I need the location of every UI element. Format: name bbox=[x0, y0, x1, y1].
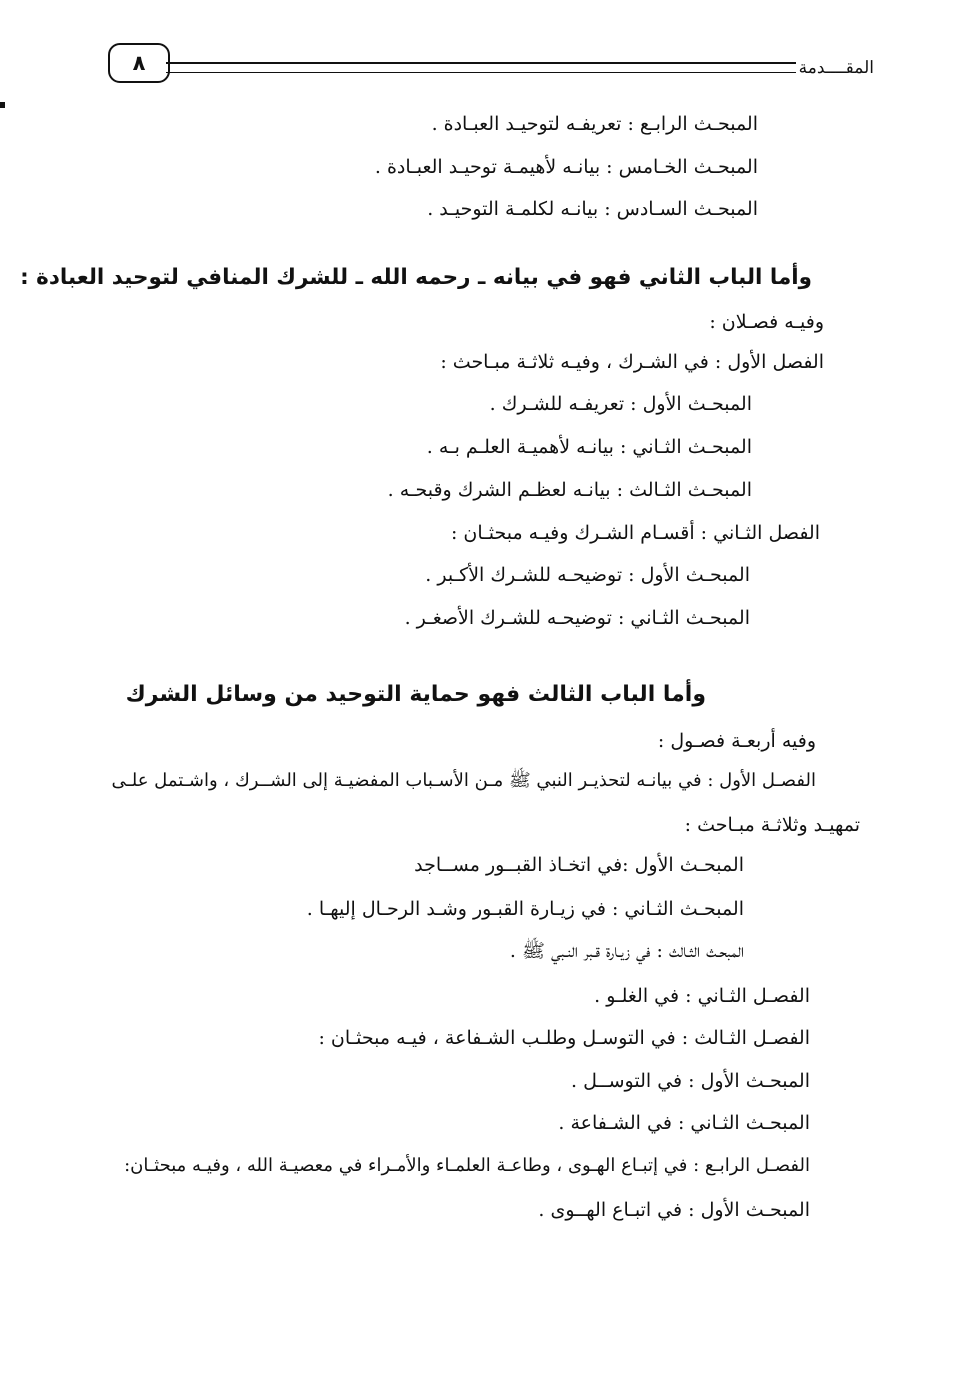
text-line-11: المبحـث الأول : توضيحـه للشـرك الأكـبر . bbox=[425, 564, 750, 586]
text-line-18: المبحـث الثـاني : في زيـارة القبـور وشـد الرحـال إليهـا . bbox=[306, 898, 744, 920]
header-rule-thick bbox=[166, 62, 796, 64]
header-rule-thin bbox=[166, 72, 796, 73]
text-line-12: المبحـث الثـاني : توضيحـه للشـرك الأصغـر . bbox=[404, 607, 750, 629]
text-line-22: المبحـث الأول : في التوســل . bbox=[571, 1070, 810, 1092]
section-heading-chapter-2: وأما الباب الثاني فهو في بيانه ـ رحمه الله ـ للشرك المنافي لتوحيد العبادة : bbox=[20, 265, 812, 290]
text-line-9: المبحـث الثـالث : بيانـه لعظـم الشرك وقبحـه . bbox=[387, 479, 752, 501]
text-line-8: المبحـث الثـاني : بيانـه لأهميـة العلـم بـه . bbox=[426, 436, 752, 458]
text-line-10: الفصل الثـاني : أقسـام الشـرك وفيـه مبحثـان : bbox=[450, 522, 820, 544]
text-line-2: المبحـث الخـامس : بيانـه لأهيمـة توحيـد العبـادة . bbox=[374, 156, 758, 178]
text-line-19: المبحـث الثـالث : في زيـارة قـبر النـبي ﷺ . bbox=[509, 940, 744, 962]
text-line-24: الفصـل الرابـع : في إتبـاع الهـوى ، وطاعـة العلمـاء والأمـراء في معصيـة الله ، وفيـه مبحثـان: bbox=[124, 1155, 810, 1176]
text-line-6: الفصل الأول : في الشـرك ، وفيـه ثلاثـة مبـاحث : bbox=[440, 351, 824, 373]
text-line-5: وفيـه فصـلان : bbox=[709, 311, 824, 333]
text-line-1: المبحـث الرابـع : تعريفـه لتوحيـد العبـادة . bbox=[431, 113, 758, 135]
page-header bbox=[0, 0, 960, 110]
margin-mark bbox=[0, 102, 5, 108]
text-line-15: الفصـل الأول : في بيانـه لتحذيـر النبي ﷺ مـن الأسـباب المفضيـة إلى الشــرك ، واشـتمل علـى bbox=[111, 770, 816, 791]
text-line-16: تمهيـد وثلاثـة مبـاحث : bbox=[684, 814, 860, 836]
text-line-17: المبحـث الأول :في اتخـاذ القبــور مســاجد bbox=[414, 854, 744, 876]
section-heading-chapter-3: وأما الباب الثالث فهو حماية التوحيد من وسائل الشرك bbox=[125, 682, 706, 707]
page-number: ٨ bbox=[108, 43, 170, 83]
running-head: المقــــدمة bbox=[798, 58, 874, 78]
text-line-20: الفصـل الثـاني : في الغلـو . bbox=[594, 985, 810, 1007]
text-line-7: المبحـث الأول : تعريفـه للشـرك . bbox=[489, 393, 752, 415]
text-line-23: المبحـث الثـاني : في الشـفاعة . bbox=[558, 1112, 810, 1134]
text-line-3: المبحـث السـادس : بيانـه لكلمـة التوحيـد . bbox=[427, 198, 758, 220]
text-line-14: وفيه أربعـة فصـول : bbox=[657, 730, 816, 752]
text-line-25: المبحـث الأول : في اتبـاع الهــوى . bbox=[538, 1199, 810, 1221]
text-line-21: الفصـل الثـالث : في التوسـل وطلـب الشـفاعة ، فيـه مبحثـان : bbox=[318, 1027, 810, 1049]
